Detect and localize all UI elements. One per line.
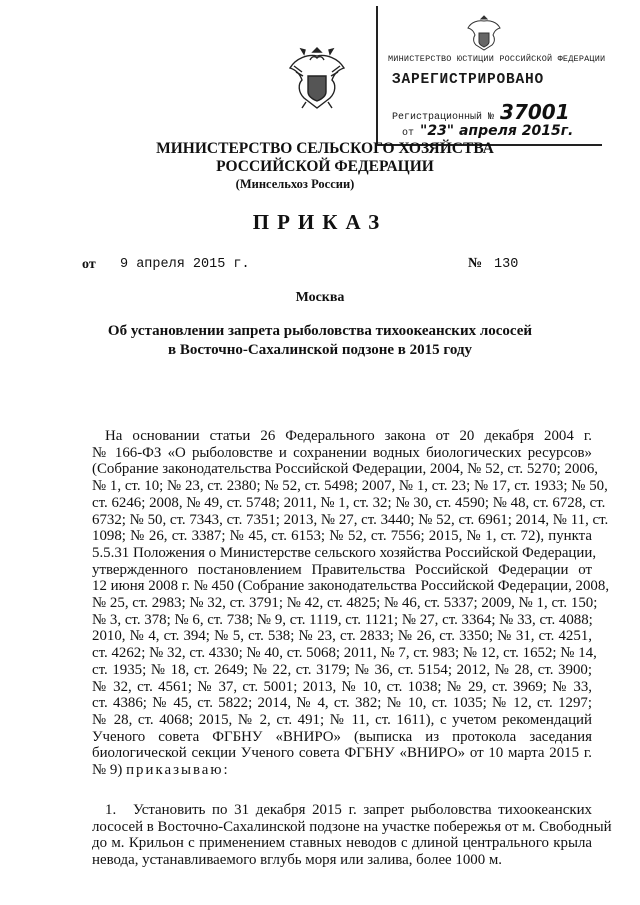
stamp-registered-label: ЗАРЕГИСТРИРОВАНО bbox=[392, 72, 545, 88]
preamble-line: Ученого совета ФГБНУ «ВНИРО» (выписка из протокола заседания bbox=[92, 728, 592, 745]
coat-of-arms-emblem bbox=[286, 40, 348, 112]
preamble-line: № 3, ст. 378; № 6, ст. 738; № 9, ст. 1119, ст. 1121; № 27, ст. 3364; № 33, ст. 4088; bbox=[92, 611, 593, 628]
order-item-line: лососей в Восточно-Сахалинской подзоне на участке побережья от м. Свободный bbox=[92, 818, 612, 835]
preamble-line: ст. 4262; № 32, ст. 4330; № 40, ст. 5068; 2011, № 7, ст. 983; № 12, ст. 1652; № 14, bbox=[92, 645, 597, 662]
preamble-line: биологической секции Ученого совета ФГБНУ «ВНИРО» от 10 марта 2015 г. bbox=[92, 745, 592, 762]
ministry-name-line2: РОССИЙСКОЙ ФЕДЕРАЦИИ bbox=[216, 158, 434, 175]
preamble-last-line bbox=[92, 762, 592, 779]
stamp-date-handwritten: "23" апреля 2015г. bbox=[420, 123, 574, 139]
preamble-line: (Собрание законодательства Российской Федерации, 2004, № 52, ст. 5270; 2006, bbox=[92, 461, 599, 478]
number-label: № bbox=[468, 256, 483, 271]
stamp-date-prefix: от bbox=[402, 128, 415, 139]
order-item bbox=[92, 802, 612, 869]
city-name: Москва bbox=[295, 290, 345, 305]
order-verb: приказываю: bbox=[126, 762, 230, 779]
date-label: от bbox=[82, 257, 96, 272]
ministry-short-name: (Минсельхоз России) bbox=[235, 177, 355, 191]
stamp-date-row bbox=[402, 123, 573, 139]
stamp-reg-number-label: Регистрационный № bbox=[392, 112, 495, 123]
order-item-text: Установить по 31 декабря 2015 г. запрет рыболовства тихоокеанских bbox=[133, 802, 592, 818]
preamble-line: 2010, № 4, ст. 394; № 5, ст. 538; № 23, ст. 2833; № 26, ст. 3350; № 31, ст. 4251, bbox=[92, 628, 592, 645]
order-item-line: невода, устанавливаемого вглубь моря или залива, более 1000 м. bbox=[92, 852, 503, 869]
preamble-line: 1098; № 26, ст. 3387; № 45, ст. 6153; № 52, ст. 7556; 2015, № 1, ст. 72), пункта bbox=[92, 528, 592, 545]
preamble-line: ст. 1935; № 18, ст. 2649; № 22, ст. 3179; № 36, ст. 5154; 2012, № 28, ст. 3900; bbox=[92, 661, 592, 678]
stamp-ministry-line: МИНИСТЕРСТВО ЮСТИЦИИ РОССИЙСКОЙ ФЕДЕРАЦИИ bbox=[388, 54, 606, 64]
preamble-line: 6732; № 50, ст. 7343, ст. 7351; 2013, № 27, ст. 3440; № 52, ст. 6961; 2014, № 11, ст. bbox=[92, 511, 609, 528]
order-number: 130 bbox=[494, 257, 519, 272]
stamp-reg-number: 37001 bbox=[500, 100, 570, 124]
document-type-title: ПРИКАЗ bbox=[252, 210, 388, 234]
preamble-line: № 25, ст. 2983; № 32, ст. 3791; № 42, ст. 4825; № 46, ст. 5337; 2009, № 1, ст. 150; bbox=[92, 595, 598, 612]
order-item-line: до м. Крильон с применением ставных неводов с длиной центрального крыла bbox=[92, 835, 592, 852]
stamp-emblem-icon bbox=[466, 12, 502, 52]
order-subject bbox=[100, 322, 540, 360]
preamble-line: ст. 6246; 2008, № 49, ст. 5748; 2011, № 1, ст. 32; № 30, ст. 4590; № 48, ст. 6728, ст. bbox=[92, 494, 606, 511]
preamble-last-prefix: № 9) bbox=[92, 762, 123, 779]
order-item-number: 1. bbox=[105, 802, 117, 818]
preamble-line: 12 июня 2008 г. № 450 (Собрание законодательства Российской Федерации, 2008, bbox=[92, 578, 610, 595]
registration-stamp bbox=[376, 6, 606, 146]
preamble-line: ст. 4386; № 45, ст. 5822; 2014, № 4, ст. 382; № 10, ст. 1035; № 12, ст. 1297; bbox=[92, 695, 592, 712]
order-item-line bbox=[92, 802, 592, 819]
ministry-name-line1: МИНИСТЕРСТВО СЕЛЬСКОГО ХОЗЯЙСТВА bbox=[156, 140, 494, 157]
ministry-name bbox=[155, 140, 495, 176]
preamble-line: № 1, ст. 10; № 23, ст. 2380; № 52, ст. 5498; 2007, № 1, ст. 23; № 17, ст. 1933; № 50, bbox=[92, 478, 608, 495]
preamble-paragraph bbox=[92, 428, 610, 779]
preamble-line: № 28, ст. 4068; 2015, № 2, ст. 491; № 11, ст. 1611), с учетом рекомендаций bbox=[92, 711, 592, 728]
order-date: 9 апреля 2015 г. bbox=[120, 257, 250, 272]
subject-line2: в Восточно-Сахалинской подзоне в 2015 году bbox=[167, 342, 473, 358]
preamble-line: № 166-ФЗ «О рыболовстве и сохранении водных биологических ресурсов» bbox=[92, 444, 592, 461]
preamble-line: На основании статьи 26 Федерального закона от 20 декабря 2004 г. bbox=[105, 428, 592, 444]
preamble-line: 5.5.31 Положения о Министерстве сельского хозяйства Российской Федерации, bbox=[92, 544, 597, 561]
preamble-line: утвержденного постановлением Правительства Российской Федерации от bbox=[92, 561, 592, 578]
preamble-line: № 32, ст. 4561; № 37, ст. 5001; 2013, № 10, ст. 1038; № 29, ст. 3969; № 33, bbox=[92, 678, 592, 695]
stamp-reg-number-row bbox=[392, 100, 570, 124]
subject-line1: Об установлении запрета рыболовства тихоокеанских лососей bbox=[107, 323, 533, 339]
